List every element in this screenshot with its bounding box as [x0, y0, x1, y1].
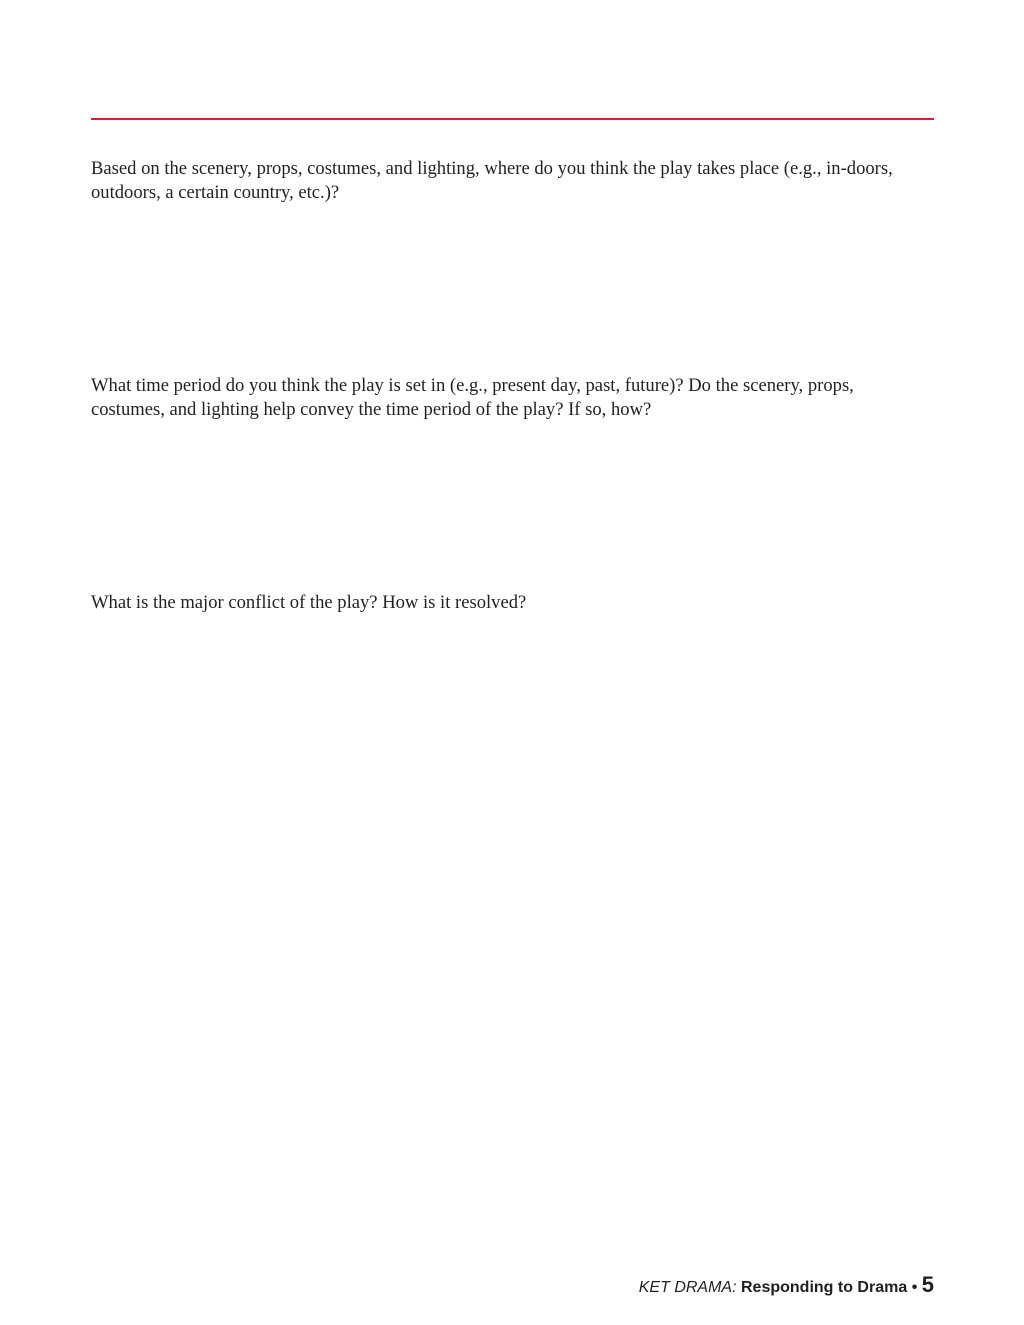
question-setting-location: Based on the scenery, props, costumes, and lighting, where do you think the play takes place (e.g., in-doors, outdoors, a certain country, etc.)? — [91, 158, 893, 203]
footer-title: Responding to Drama — [741, 1279, 908, 1296]
footer-separator: • — [911, 1279, 918, 1296]
question-time-period: What time period do you think the play is set in (e.g., present day, past, future)? Do the scenery, props, costumes, and lighting help convey the time period of the play? If so, how? — [91, 375, 854, 420]
page-footer — [639, 1272, 934, 1298]
footer-series: KET DRAMA: — [638, 1279, 737, 1296]
header-rule — [91, 118, 934, 120]
question-major-conflict: What is the major conflict of the play? How is it resolved? — [91, 592, 527, 613]
page-number: 5 — [921, 1272, 934, 1297]
